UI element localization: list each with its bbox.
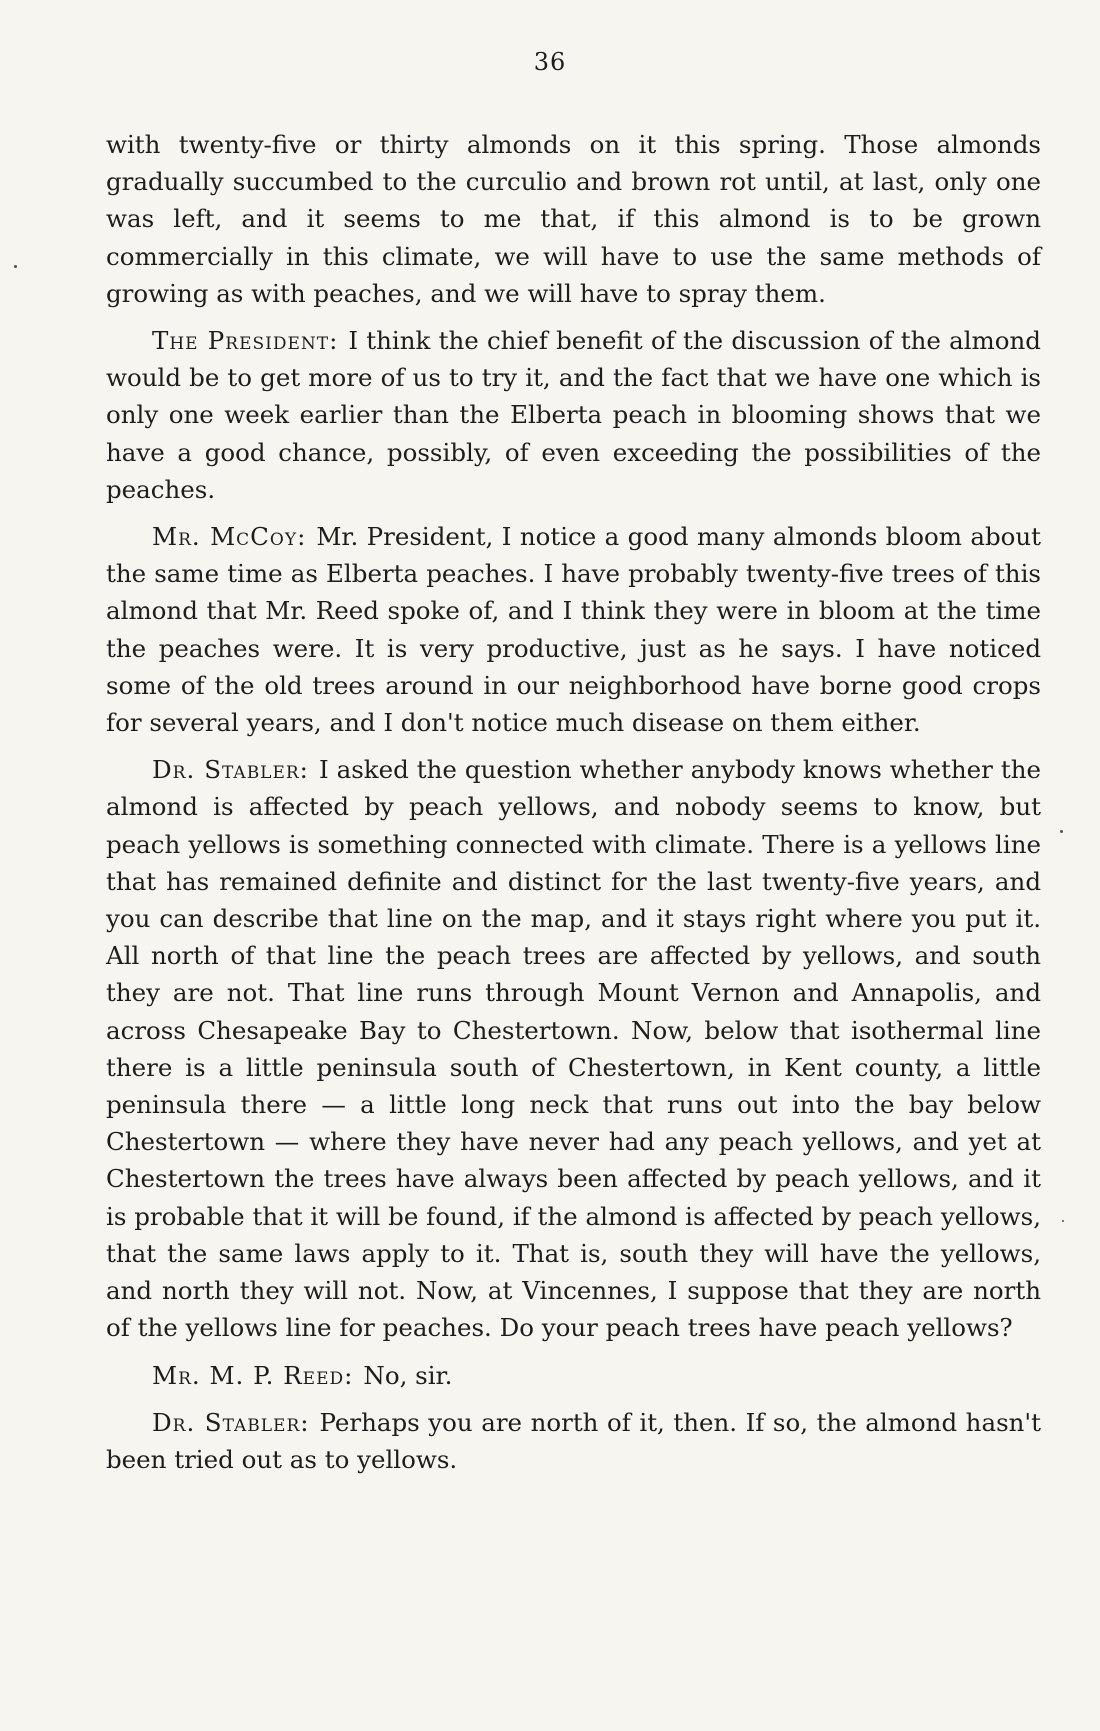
paragraph-text: I think the chief benefit of the discussion of the almond would be to get more of us to try it, and the fact that we have one which is only one week earlier than the Elberta peach in blooming shows that we have a good chance, possibly, of even exceeding the possibilities of the peaches. (106, 326, 1041, 504)
speaker-label: Mr. M. P. Reed: (152, 1360, 354, 1390)
paragraph-president (106, 322, 1041, 508)
page-number: 36 (533, 48, 567, 76)
page-body (106, 126, 1041, 1488)
paragraph-continuation (106, 126, 1041, 312)
paragraph-text: with twenty-five or thirty almonds on it this spring. Those almonds gradually succumbed to the curculio and brown rot until, at last, only one was left, and it seems to me that, if this almond is to be grown commercially in this climate, we will have to use the same methods of growing as with peaches, and we will have to spray them. (106, 130, 1041, 308)
scan-speck (14, 265, 17, 268)
paragraph-text: I asked the question whether anybody knows whether the almond is affected by peach yellows, and nobody seems to know, but peach yellows is something connected with climate. There is a yellows line that has remained definite and distinct for the last twenty-five years, and you can describe that line on the map, and it stays right where you put it. All north of that line the peach trees are affected by yellows, and south they are not. That line runs through Mount Vernon and Annapolis, and across Chesapeake Bay to Chestertown. Now, below that isothermal line there is a little peninsula south of Chestertown, in Kent county, a little peninsula there — a little long neck that runs out into the bay below Chestertown — where they have never had any peach yellows, and yet at Chestertown the trees have always been affected by peach yellows, and it is probable that it will be found, if the almond is affected by peach yellows, that the same laws apply to it. That is, south they will have the yellows, and north they will not. Now, at Vincennes, I suppose that they are north of the yellows line for peaches. Do your peach trees have peach yellows? (106, 755, 1042, 1343)
paragraph-reed (106, 1357, 1041, 1394)
scan-speck (1062, 1220, 1064, 1222)
speaker-label: Dr. Stabler: (152, 1407, 310, 1437)
paragraph-text: Mr. President, I notice a good many almonds bloom about the same time as Elberta peaches. I have probably twenty-five trees of this almond that Mr. Reed spoke of, and I think they were in bloom at the time the peaches were. It is very productive, just as he says. I have noticed some of the old trees around in our neighborhood have borne good crops for several years, and I don't notice much disease on them either. (106, 522, 1041, 738)
speaker-label: The President: (152, 326, 339, 356)
paragraph-mccoy (106, 518, 1041, 741)
speaker-label: Mr. McCoy: (152, 522, 307, 552)
scan-speck (1060, 830, 1063, 833)
paragraph-text: No, sir. (363, 1360, 453, 1390)
paragraph-stabler-reply (106, 1404, 1041, 1478)
speaker-label: Dr. Stabler: (152, 755, 309, 785)
paragraph-stabler (106, 751, 1041, 1346)
paragraph-text: Perhaps you are north of it, then. If so, the almond hasn't been tried out as to yellows. (106, 1407, 1041, 1474)
